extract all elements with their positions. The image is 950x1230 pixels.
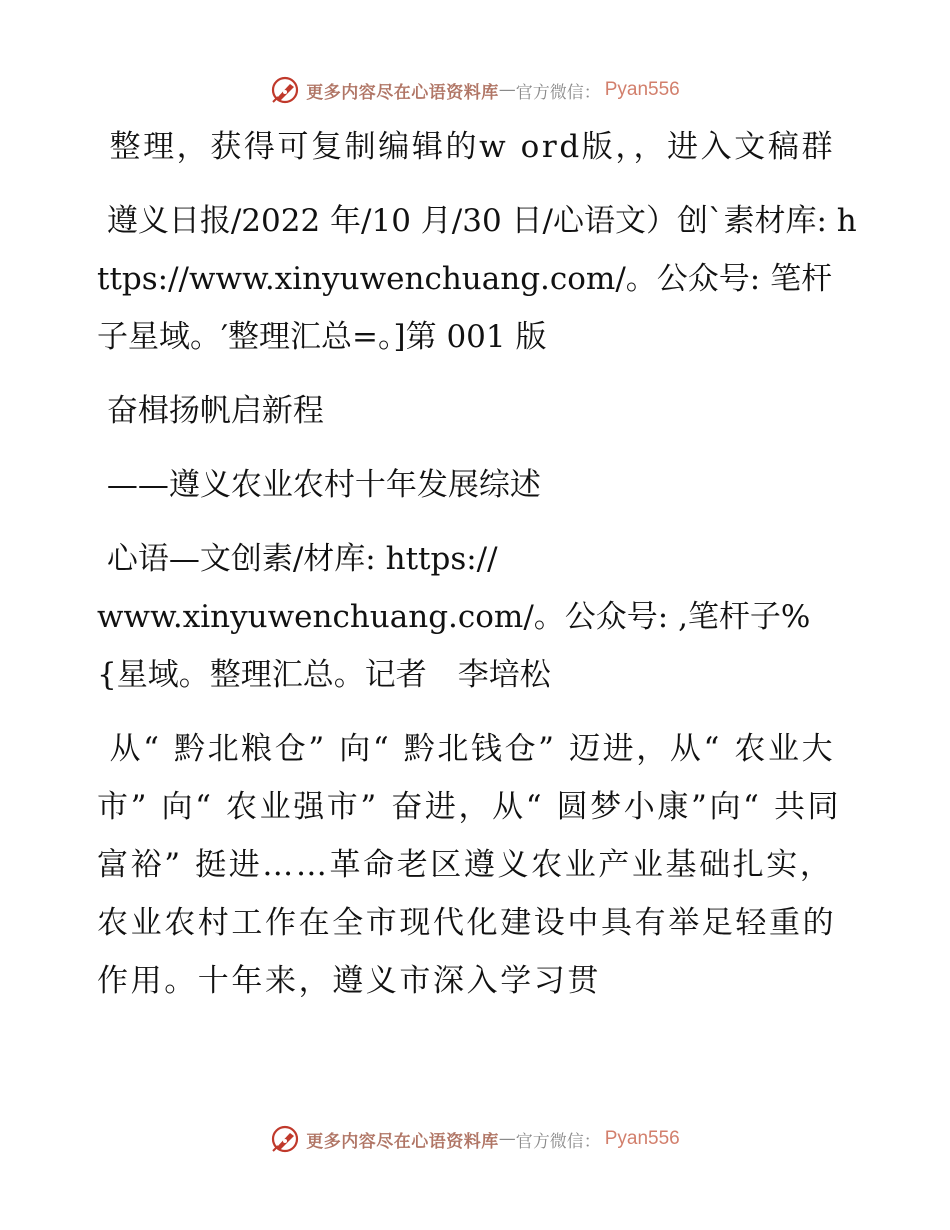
watermark-separator: — [498, 80, 516, 100]
pen-nib-circle-icon [270, 75, 300, 105]
watermark-label: 官方微信： [515, 1131, 601, 1152]
watermark-wechat-id: Pyan556 [604, 1128, 680, 1149]
paragraph-source: 遵义日报/2022 年/10 月/30 日/心语文）创`素材库: https://www.xinyuwenchuang.com/。公众号: 笔杆子星域。′整理汇总=。]第 001 版 [97, 203, 857, 355]
watermark-separator: — [498, 1129, 516, 1149]
paragraph-intro: 整理，获得可复制编辑的w ord版，，进入文稿群 [97, 129, 836, 165]
document-body [97, 118, 857, 1026]
pen-nib-circle-icon [270, 1124, 300, 1154]
article-title: 奋楫扬帆启新程 [97, 393, 324, 429]
article-subtitle: ——遵义农业农村十年发展综述 [97, 467, 541, 503]
watermark-label: 官方微信： [515, 82, 601, 103]
watermark-wechat-id: Pyan556 [604, 79, 680, 100]
paragraph-body: 从“ 黔北粮仓” 向“ 黔北钱仓” 迈进，从“ 农业大市” 向“ 农业强市” 奋进，从“ 圆梦小康”向“ 共同富裕” 挺进……革命老区遵义农业产业基础扎实，农业农村工作在全市现代化建设中具有举足轻重的作用。十年来，遵义市深入学习贯 [97, 731, 842, 999]
watermark-main-text: 更多内容尽在心语资料库 [306, 1131, 499, 1152]
header-watermark [0, 72, 950, 108]
footer-watermark [0, 1121, 950, 1157]
paragraph-byline: 心语—文创素/材库: https:// www.xinyuwenchuang.com/。公众号: ,笔杆子%{星域。整理汇总。记者 李培松 [97, 541, 811, 693]
watermark-main-text: 更多内容尽在心语资料库 [306, 82, 499, 103]
